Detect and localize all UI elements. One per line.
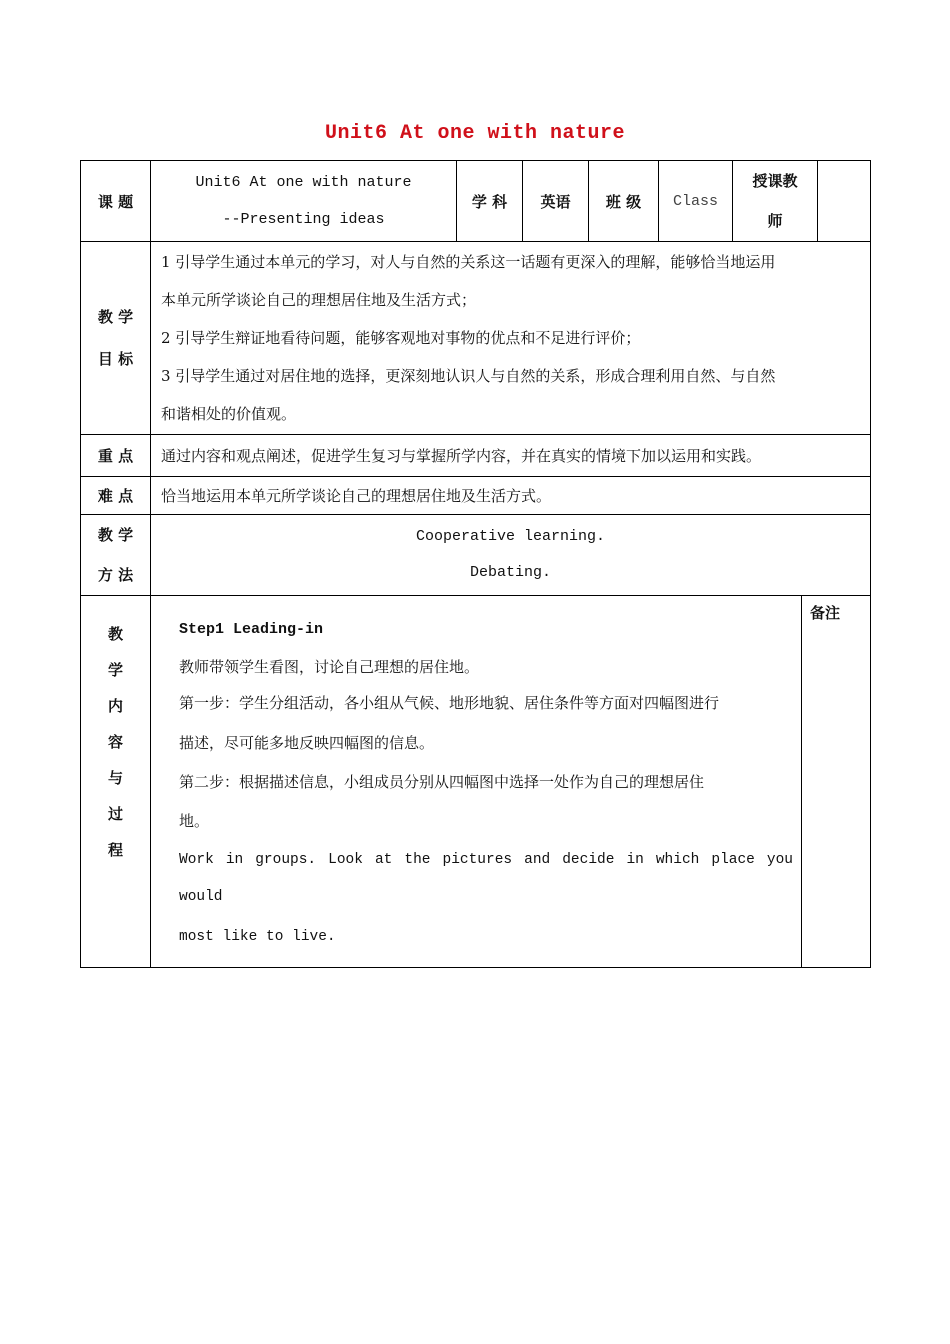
key-point-label: 重 点 — [81, 435, 151, 477]
method-item: Debating. — [470, 564, 552, 581]
goals-content — [151, 242, 871, 435]
goal-line: 3 引导学生通过对居住地的选择，更深刻地认识人与自然的关系，形成合理利用自然、与自然 — [161, 367, 776, 385]
goal-line: 1 引导学生通过本单元的学习，对人与自然的关系这一话题有更深入的理解，能够恰当地运用 — [161, 253, 776, 271]
goal-line: 2 引导学生辩证地看待问题，能够客观地对事物的优点和不足进行评价； — [161, 329, 641, 347]
subject-label: 学 科 — [457, 161, 523, 242]
process-label-char: 程 — [107, 841, 123, 859]
teacher-label-2: 师 — [767, 212, 783, 230]
method-content — [151, 515, 871, 596]
topic-label: 课 题 — [81, 161, 151, 242]
process-line: 第二步：根据描述信息，小组成员分别从四幅图中选择一处作为自己的理想居住 — [179, 772, 705, 791]
header-row — [81, 161, 871, 242]
process-label — [81, 596, 151, 968]
topic-line-1: Unit6 At one with nature — [195, 174, 412, 191]
topic-cell — [151, 161, 457, 242]
process-line: 地。 — [179, 812, 210, 830]
class-label: 班 级 — [589, 161, 659, 242]
method-item: Cooperative learning. — [415, 528, 606, 545]
teacher-label-1: 授课教 — [752, 172, 798, 190]
process-en-line: Work in groups. Look at the pictures and decide in which place you would — [179, 852, 793, 905]
teacher-value — [818, 161, 871, 242]
method-label — [81, 515, 151, 596]
process-label-char: 容 — [107, 733, 123, 751]
process-label-char: 内 — [107, 697, 123, 715]
key-point-row — [81, 435, 871, 477]
method-row — [81, 515, 871, 596]
teacher-label — [733, 161, 818, 242]
process-label-char: 过 — [107, 805, 123, 823]
process-line: 教师带领学生看图，讨论自己理想的居住地。 — [179, 657, 480, 676]
method-label-1: 教 学 — [97, 526, 134, 544]
goals-label-2: 目 标 — [97, 350, 134, 368]
process-content — [151, 596, 802, 968]
lesson-plan-table — [80, 160, 871, 968]
subject-value: 英语 — [523, 161, 589, 242]
method-label-2: 方 法 — [97, 566, 134, 584]
process-en-line: most like to live. — [179, 929, 336, 945]
document-title: Unit6 At one with nature — [324, 122, 626, 145]
process-label-char: 学 — [107, 661, 123, 679]
goals-label-1: 教 学 — [97, 308, 134, 326]
goal-line: 和谐相处的价值观。 — [161, 405, 297, 423]
process-label-char: 教 — [107, 625, 123, 643]
class-value: Class — [659, 161, 733, 242]
difficulty-row — [81, 477, 871, 515]
goals-label — [81, 242, 151, 435]
key-point-text: 通过内容和观点阐述，促进学生复习与掌握所学内容，并在真实的情境下加以运用和实践。 — [151, 435, 871, 477]
process-label-char: 与 — [107, 769, 123, 787]
difficulty-label: 难 点 — [81, 477, 151, 515]
difficulty-text: 恰当地运用本单元所学谈论自己的理想居住地及生活方式。 — [151, 477, 871, 515]
process-row — [81, 596, 871, 968]
process-line: 描述，尽可能多地反映四幅图的信息。 — [179, 733, 435, 752]
process-line: 第一步：学生分组活动，各小组从气候、地形地貌、居住条件等方面对四幅图进行 — [179, 694, 720, 712]
goals-row — [81, 242, 871, 435]
topic-line-2: --Presenting ideas — [222, 211, 385, 228]
goal-line: 本单元所学谈论自己的理想居住地及生活方式； — [161, 291, 477, 309]
notes-cell: 备注 — [802, 596, 871, 968]
step-title: Step1 Leading-in — [179, 621, 324, 638]
